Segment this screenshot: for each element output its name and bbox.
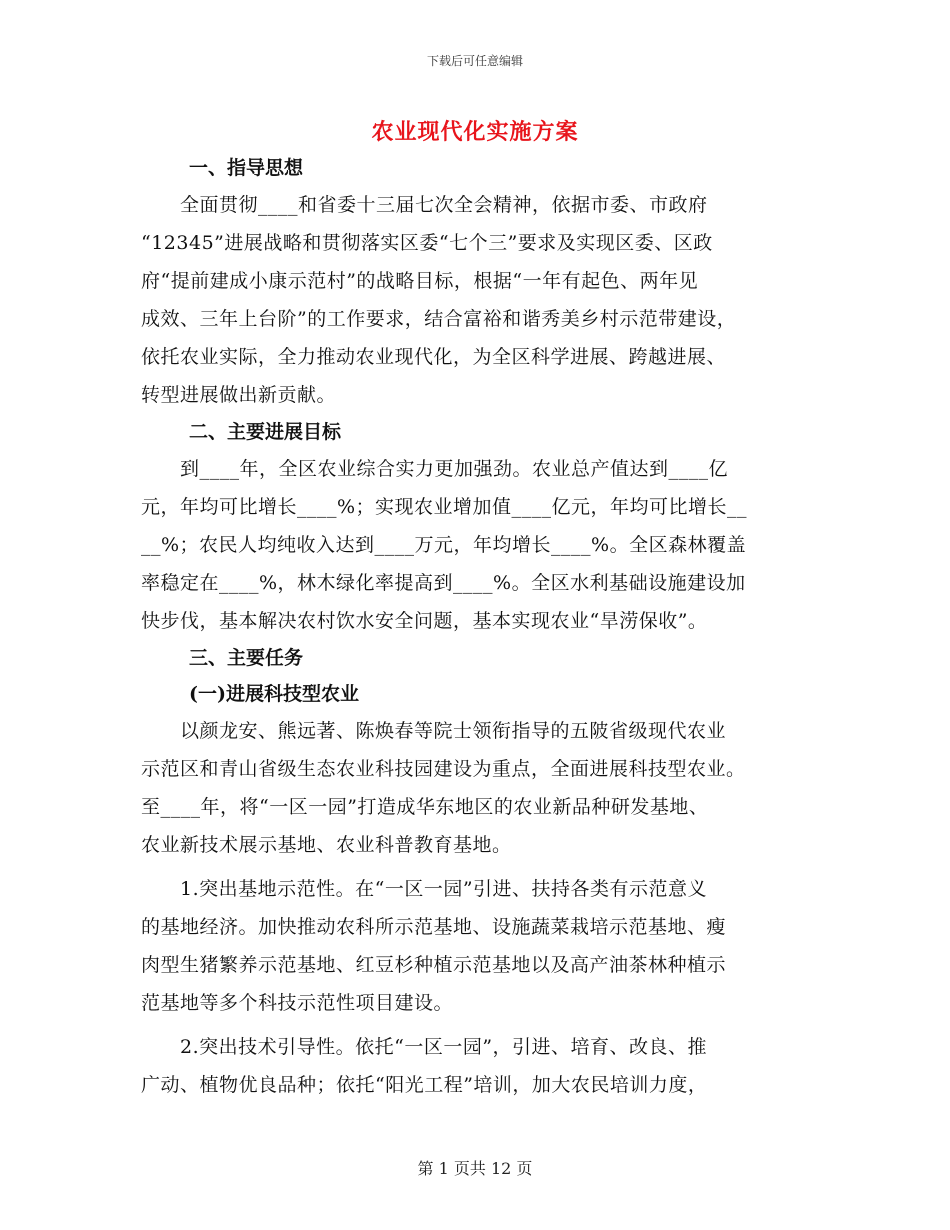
text-line: 的基地经济。加快推动农科所示范基地、设施蔬菜栽培示范基地、瘦 bbox=[141, 916, 727, 938]
text-line: 率稳定在____%，林木绿化率提高到____%。全区水利基础设施建设加 bbox=[141, 572, 746, 594]
text-line: 至____年，将“一区一园”打造成华东地区的农业新品种研发基地、 bbox=[141, 796, 709, 818]
section-heading-3: 三、主要任务 bbox=[189, 647, 304, 669]
paragraph-guiding-ideology bbox=[141, 186, 811, 414]
text-line: __%；农民人均纯收入达到____万元，年均增长____%。全区森林覆盖 bbox=[141, 534, 747, 556]
document-body bbox=[141, 150, 811, 1104]
text-line: 成效、三年上台阶”的工作要求，结合富裕和谐秀美乡村示范带建设， bbox=[141, 308, 737, 330]
text-line: 全面贯彻____和省委十三届七次全会精神，依据市委、市政府 bbox=[141, 194, 708, 216]
text-line: 广动、植物优良品种；依托“阳光工程”培训，加大农民培训力度， bbox=[141, 1074, 708, 1096]
text-line: 以颜龙安、熊远著、陈焕春等院士领衔指导的五陂省级现代农业 bbox=[141, 720, 727, 742]
text-line: 府“提前建成小康示范村”的战略目标，根据“一年有起色、两年见 bbox=[141, 270, 699, 292]
text-line: 到____年，全区农业综合实力更加强劲。农业总产值达到____亿 bbox=[141, 458, 729, 480]
text-line: 示范区和青山省级生态农业科技园建设为重点，全面进展科技型农业。 bbox=[141, 758, 746, 780]
page-header: 下载后可任意编辑 bbox=[426, 54, 523, 68]
paragraph-tech-agriculture bbox=[141, 712, 811, 864]
text-line: 依托农业实际，全力推动农业现代化，为全区科学进展、跨越进展、 bbox=[141, 346, 727, 368]
subsection-heading-1: (一)进展科技型农业 bbox=[189, 683, 359, 705]
document-title: 农业现代化实施方案 bbox=[371, 119, 579, 145]
section-heading-1: 一、指导思想 bbox=[189, 157, 304, 179]
section-heading-2: 二、主要进展目标 bbox=[189, 421, 342, 443]
text-line: 肉型生猪繁养示范基地、红豆杉种植示范基地以及高产油茶林种植示 bbox=[141, 954, 727, 976]
text-line: 转型进展做出新贡献。 bbox=[141, 384, 337, 406]
paragraph-item-1 bbox=[141, 870, 811, 1022]
text-line: 元，年均可比增长____%；实现农业增加值____亿元，年均可比增长__ bbox=[141, 496, 748, 518]
text-line: 范基地等多个科技示范性项目建设。 bbox=[141, 992, 454, 1014]
paragraph-item-2 bbox=[141, 1028, 811, 1104]
text-line: 快步伐，基本解决农村饮水安全问题，基本实现农业“旱涝保收”。 bbox=[141, 610, 708, 632]
text-line: “12345”进展战略和贯彻落实区委“七个三”要求及实现区委、区政 bbox=[141, 232, 713, 254]
text-line: 1.突出基地示范性。在“一区一园”引进、扶持各类有示范意义 bbox=[141, 878, 708, 900]
paragraph-development-goals bbox=[141, 450, 811, 640]
page-footer: 第 1 页共 12 页 bbox=[417, 1159, 533, 1178]
text-line: 2.突出技术引导性。依托“一区一园”，引进、培育、改良、推 bbox=[141, 1036, 708, 1058]
text-line: 农业新技术展示基地、农业科普教育基地。 bbox=[141, 834, 512, 856]
